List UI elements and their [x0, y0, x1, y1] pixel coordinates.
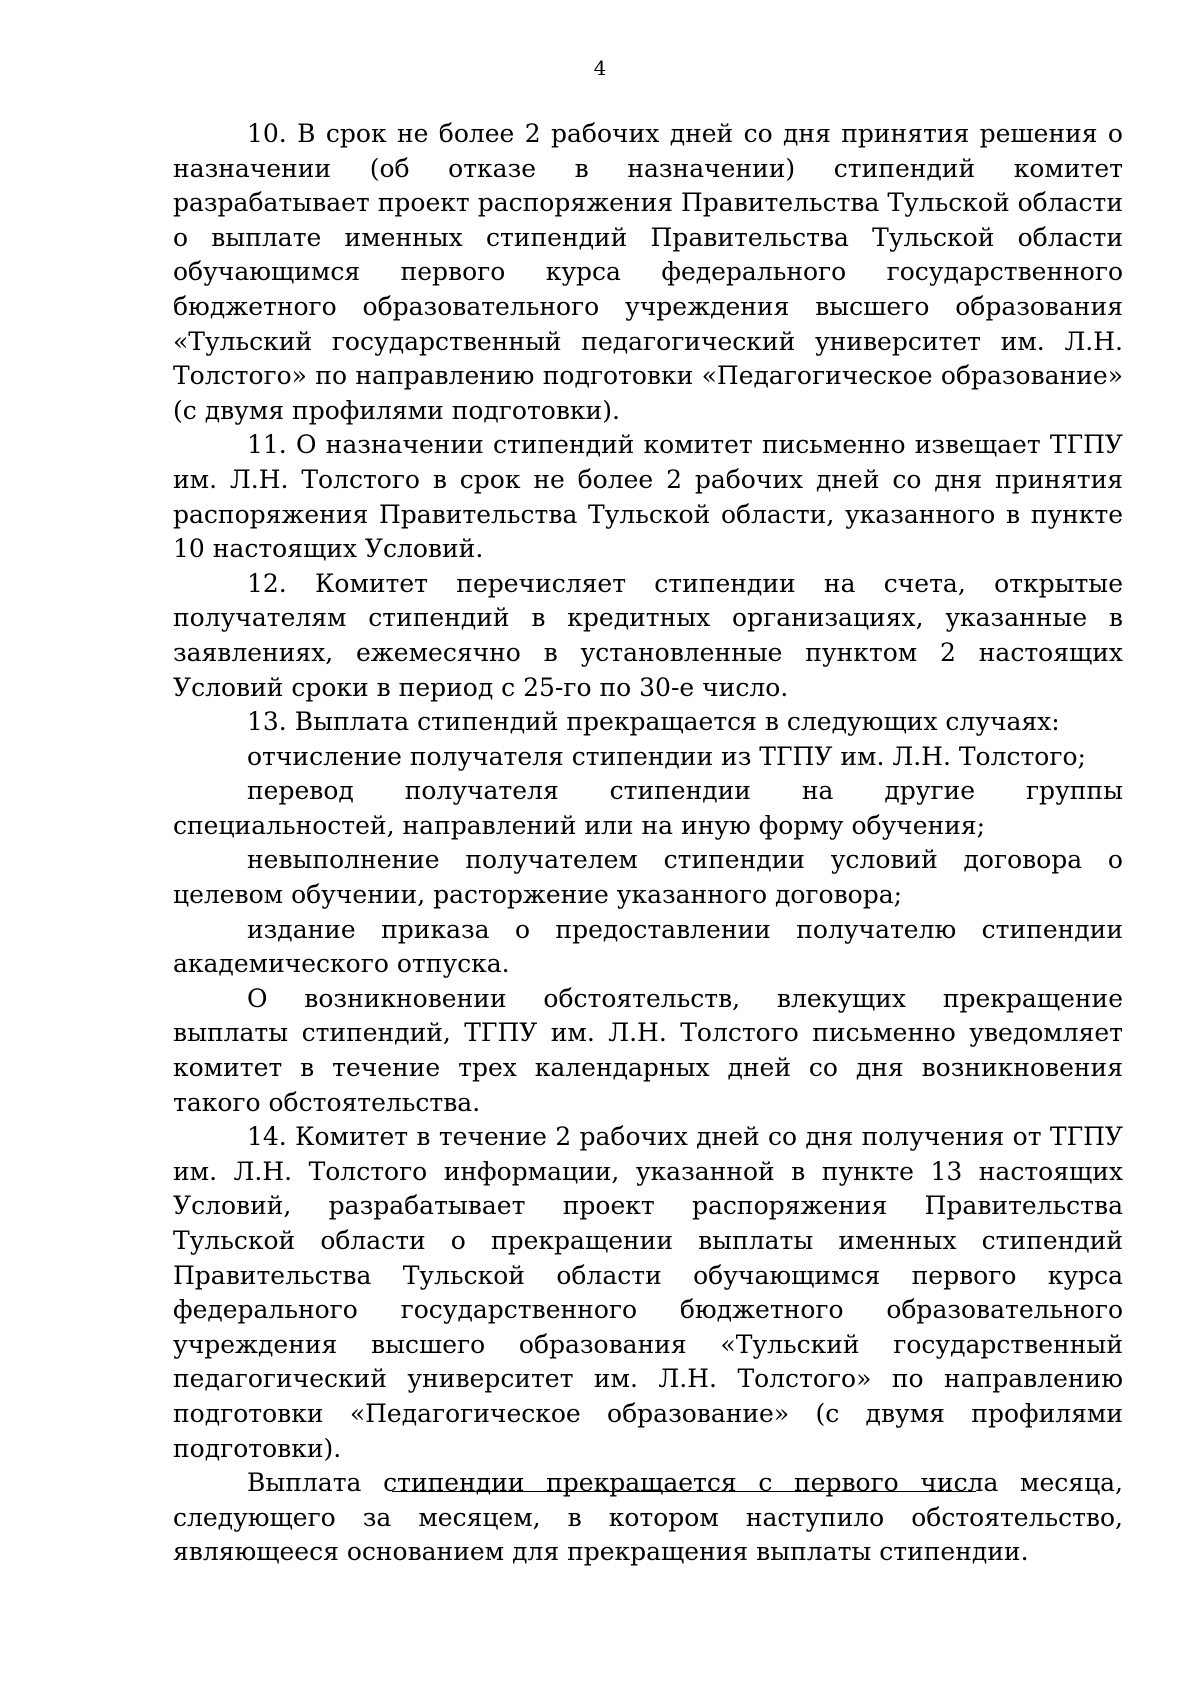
paragraph-notification: О возникновении обстоятельств, влекущих прекращение выплаты стипендий, ТГПУ им. Л.Н. Толстого письменно уведомляет комитет в течение трех календарных дней со дня возникновения такого обстоятельства. — [173, 983, 1123, 1117]
document-body — [173, 117, 1123, 1570]
paragraph-case-expulsion: отчисление получателя стипендии из ТГПУ им. Л.Н. Толстого; — [247, 741, 1086, 771]
paragraph-case-leave: издание приказа о предоставлении получателю стипендии академического отпуска. — [173, 914, 1123, 979]
paragraph-termination-date: Выплата стипендии прекращается с первого числа месяца, следующего за месяцем, в котором наступило обстоятельство, являющееся основанием для прекращения выплаты стипендии. — [173, 1468, 1123, 1567]
paragraph-item-10: 10. В срок не более 2 рабочих дней со дня принятия решения о назначении (об отказе в назначении) стипендий комитет разрабатывает проект распоряжения Правительства Тульской области о выплате именных стипендий Правительства Тульской области обучающимся первого курса федерального государственного бюджетного образовательного учреждения высшего образования «Тульский государственный педагогический университет им. Л.Н. Толстого» по направлению подготовки «Педагогическое образование» (с двумя профилями подготовки). — [173, 119, 1123, 425]
paragraph-item-12: 12. Комитет перечисляет стипендии на счета, открытые получателям стипендий в кредитных организациях, указанные в заявлениях, ежемесячно в установленные пунктом 2 настоящих Условий сроки в период с 25-го по 30-е число. — [173, 568, 1123, 702]
paragraph-item-13: 13. Выплата стипендий прекращается в следующих случаях: — [247, 707, 1060, 737]
paragraph-case-contract: невыполнение получателем стипендии условий договора о целевом обучении, расторжение указанного договора; — [173, 845, 1123, 910]
paragraph-item-11: 11. О назначении стипендий комитет письменно извещает ТГПУ им. Л.Н. Толстого в срок не более 2 рабочих дней со дня принятия распоряжения Правительства Тульской области, указанного в пункте 10 настоящих Условий. — [173, 430, 1123, 564]
end-divider-line — [392, 1491, 976, 1492]
paragraph-item-14: 14. Комитет в течение 2 рабочих дней со дня получения от ТГПУ им. Л.Н. Толстого информации, указанной в пункте 13 настоящих Условий, разрабатывает проект распоряжения Правительства Тульской области о прекращении выплаты именных стипендий Правительства Тульской области обучающимся первого курса федерального государственного бюджетного образовательного учреждения высшего образования «Тульский государственный педагогический университет им. Л.Н. Толстого» по направлению подготовки «Педагогическое образование» (с двумя профилями подготовки). — [173, 1122, 1123, 1463]
page-number: 4 — [593, 56, 607, 80]
paragraph-case-transfer: перевод получателя стипендии на другие группы специальностей, направлений или на иную форму обучения; — [173, 776, 1123, 840]
